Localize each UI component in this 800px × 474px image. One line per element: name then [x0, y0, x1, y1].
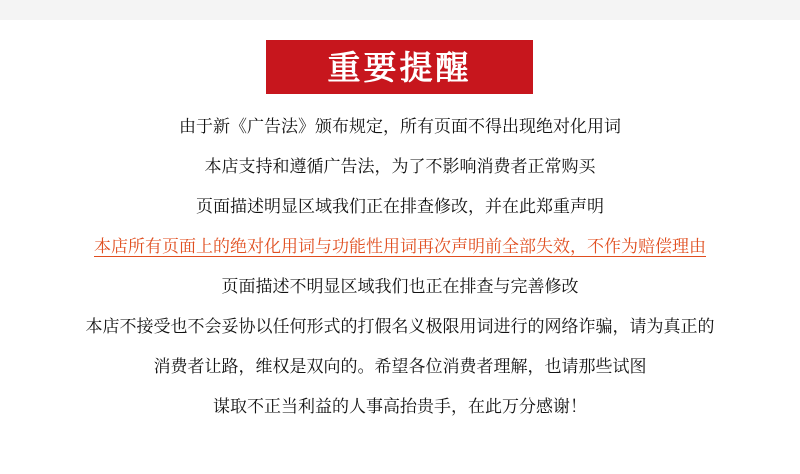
- notice-line-warning: 本店所有页面上的绝对化用词与功能性用词再次声明前全部失效，不作为赔偿理由: [94, 237, 706, 257]
- notice-line-6: 本店不接受也不会妥协以任何形式的打假名义极限用词进行的网络诈骗，请为真正的: [85, 317, 715, 337]
- banner-title: 重要提醒: [327, 47, 472, 87]
- top-divider-bar: [0, 0, 800, 20]
- notice-line-8: 谋取不正当利益的人事高抬贵手，在此万分感谢！: [213, 397, 587, 417]
- notice-line-3: 页面描述明显区域我们正在排查修改，并在此郑重声明: [196, 197, 604, 217]
- notice-line-1: 由于新《广告法》颁布规定，所有页面不得出现绝对化用词: [179, 117, 621, 137]
- notice-line-5: 页面描述不明显区域我们也正在排查与完善修改: [221, 277, 579, 297]
- title-banner: [266, 40, 533, 94]
- notice-line-2: 本店支持和遵循广告法，为了不影响消费者正常购买: [204, 157, 596, 177]
- notice-line-7: 消费者让路，维权是双向的。希望各位消费者理解，也请那些试图: [153, 357, 647, 377]
